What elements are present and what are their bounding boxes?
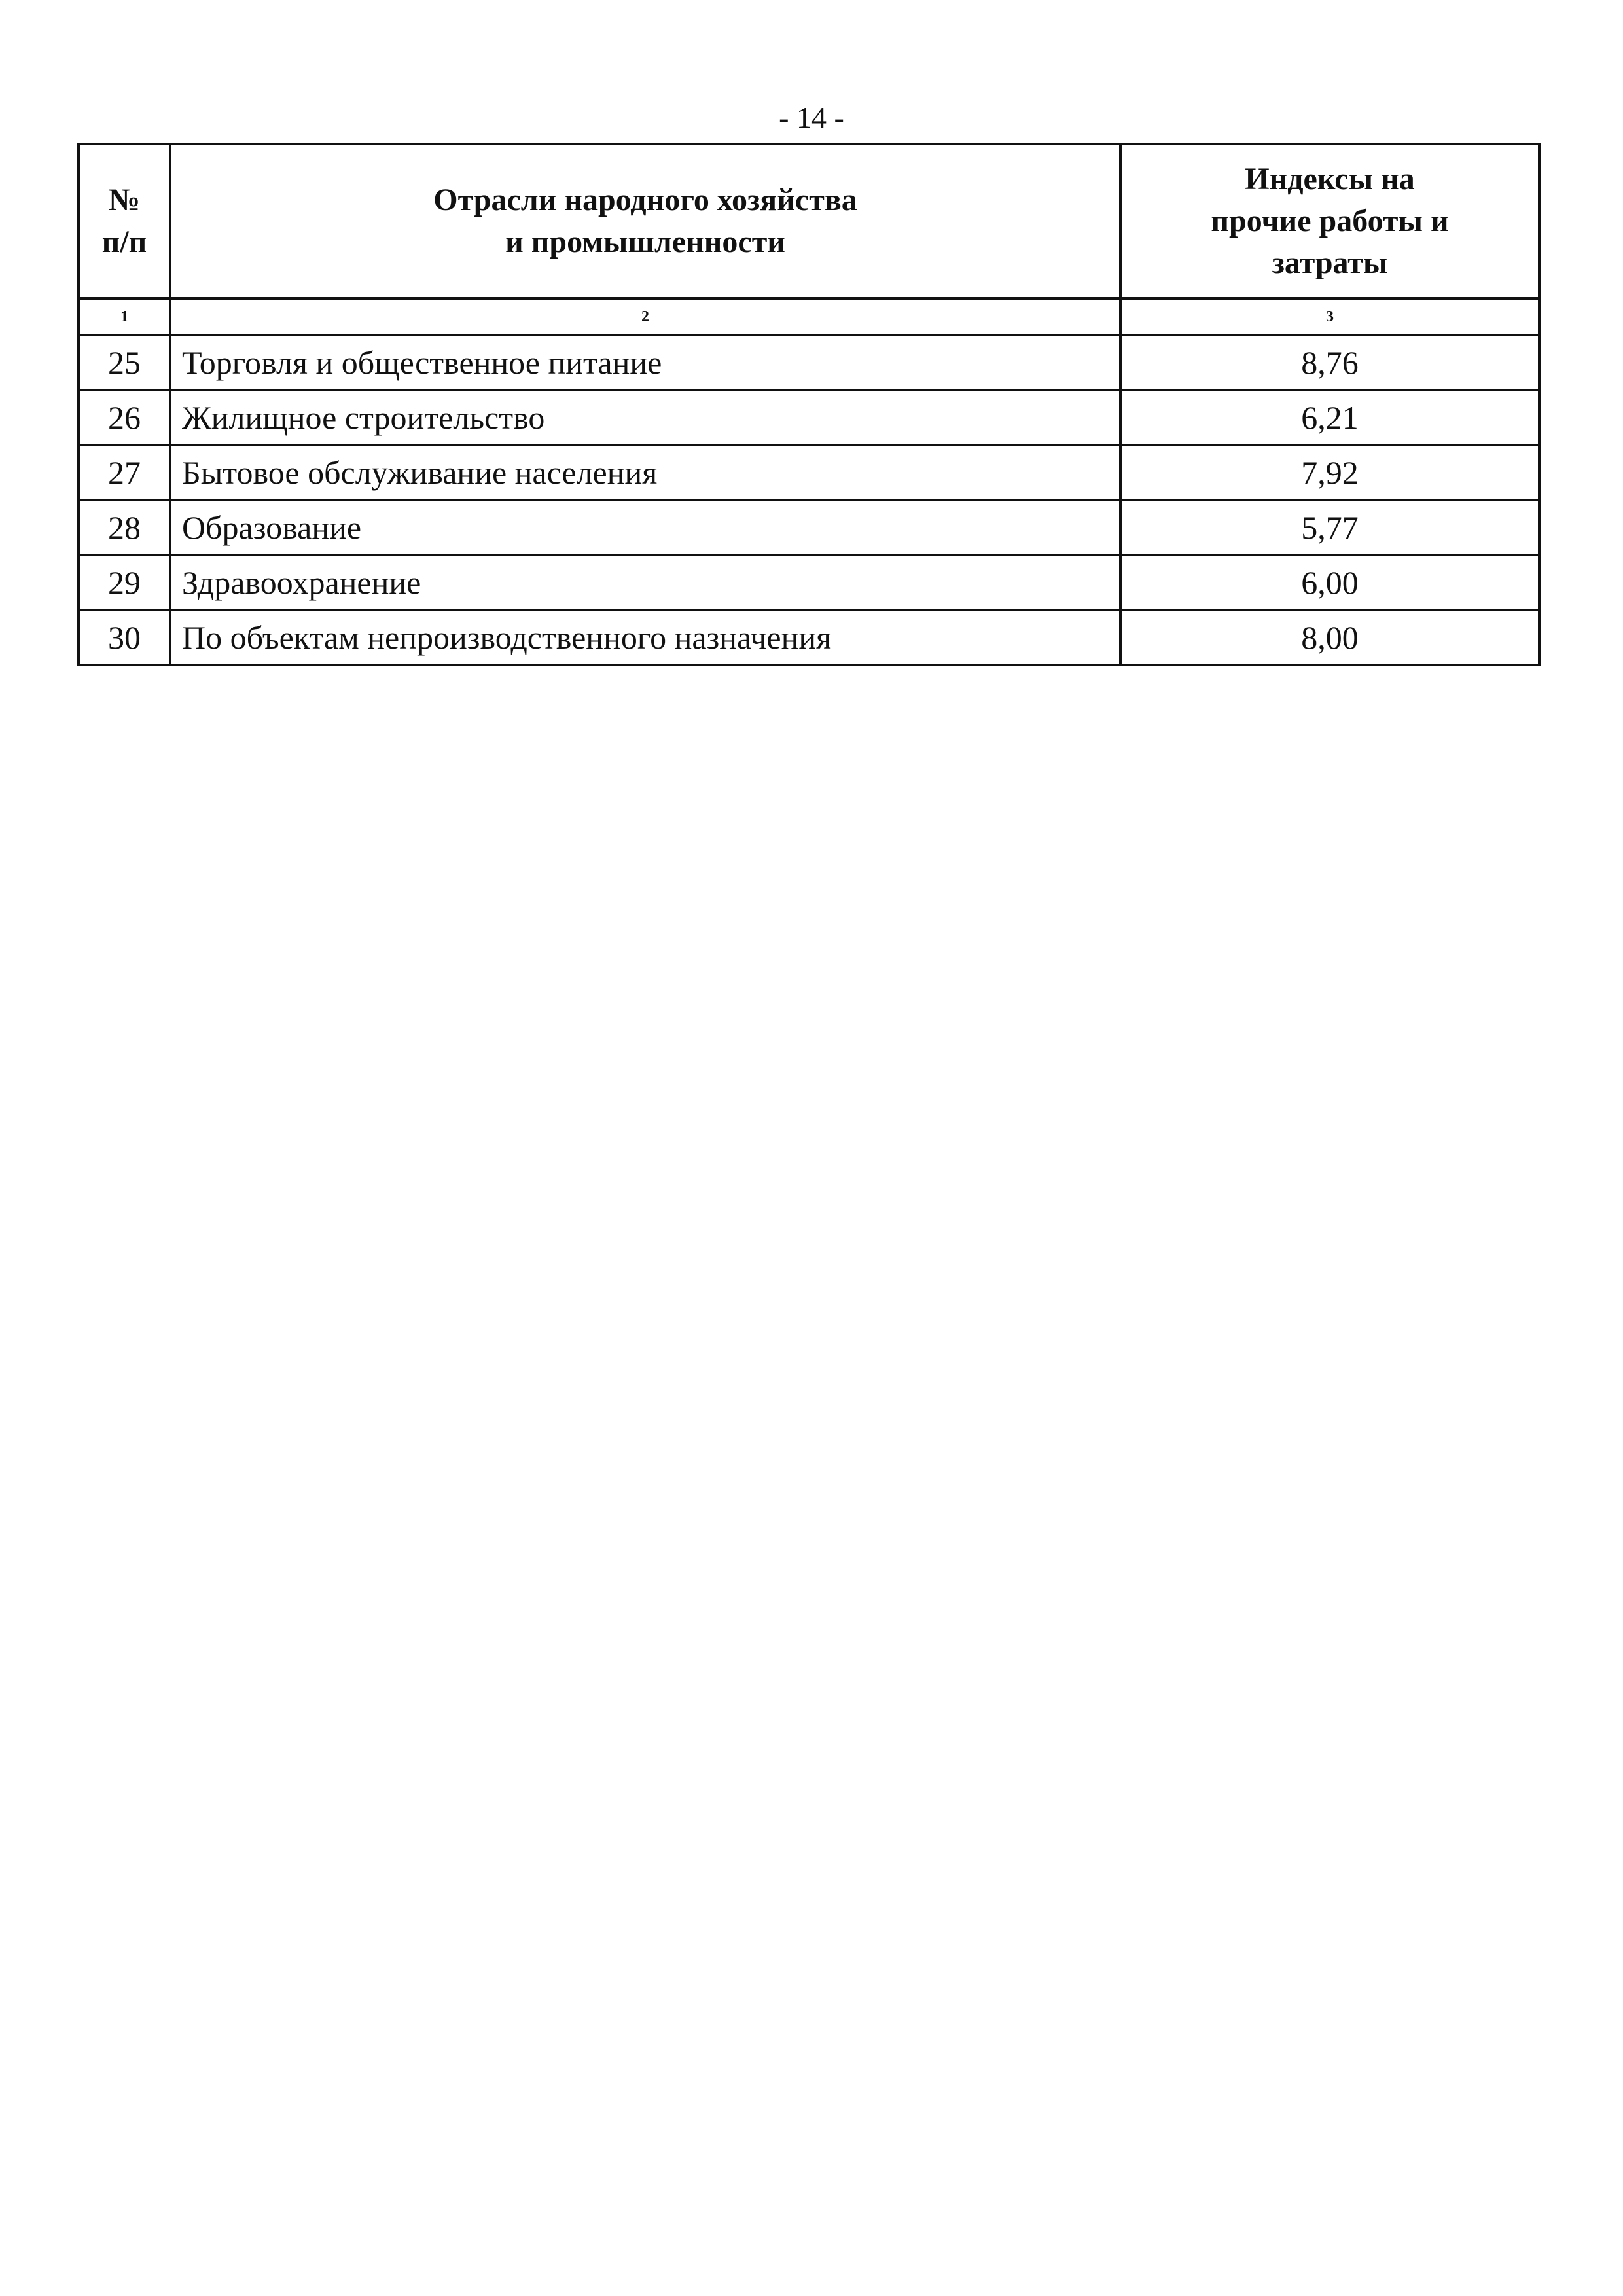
table-row	[79, 610, 1539, 665]
row-number: 26	[79, 390, 170, 445]
header-index-line: Индексы на	[1245, 162, 1415, 196]
row-industry: Здравоохранение	[170, 555, 1120, 610]
row-index-value: 6,21	[1120, 390, 1539, 445]
row-number: 27	[79, 445, 170, 500]
row-industry: Жилищное строительство	[170, 390, 1120, 445]
header-index-line: прочие работы и	[1211, 204, 1449, 238]
page-number: - 14 -	[779, 101, 844, 134]
row-number: 28	[79, 500, 170, 555]
column-number: 1	[79, 298, 170, 335]
row-industry: Торговля и общественное питание	[170, 335, 1120, 390]
table-row	[79, 390, 1539, 445]
table-row	[79, 500, 1539, 555]
row-index-value: 6,00	[1120, 555, 1539, 610]
row-index-value: 8,76	[1120, 335, 1539, 390]
header-index	[1120, 144, 1539, 298]
row-index-value: 5,77	[1120, 500, 1539, 555]
row-index-value: 7,92	[1120, 445, 1539, 500]
header-number	[79, 144, 170, 298]
row-industry: Образование	[170, 500, 1120, 555]
table-row	[79, 555, 1539, 610]
header-number-line: №	[108, 183, 141, 217]
row-industry: По объектам непроизводственного назначения	[170, 610, 1120, 665]
table-row	[79, 445, 1539, 500]
header-industry	[170, 144, 1120, 298]
header-number-line: п/п	[101, 224, 147, 259]
row-index-value: 8,00	[1120, 610, 1539, 665]
index-table	[77, 143, 1541, 666]
header-index-line: затраты	[1272, 245, 1388, 280]
row-industry: Бытовое обслуживание населения	[170, 445, 1120, 500]
column-number-row	[79, 298, 1539, 335]
row-number: 29	[79, 555, 170, 610]
header-industry-line: и промышленности	[505, 224, 785, 259]
column-number: 2	[170, 298, 1120, 335]
table-header-row	[79, 144, 1539, 298]
column-number: 3	[1120, 298, 1539, 335]
table-row	[79, 335, 1539, 390]
header-industry-line: Отрасли народного хозяйства	[433, 183, 857, 217]
row-number: 30	[79, 610, 170, 665]
row-number: 25	[79, 335, 170, 390]
